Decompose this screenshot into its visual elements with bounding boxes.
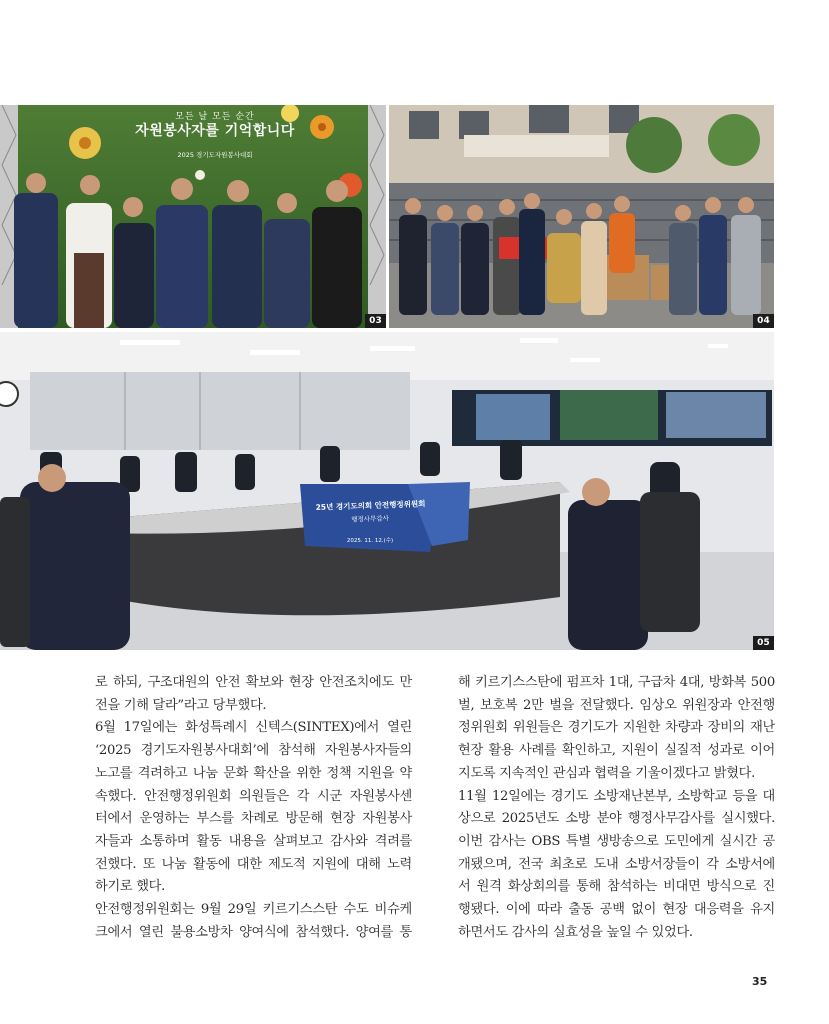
article-line: 전을 기해 달라”라고 당부했다. <box>95 697 267 713</box>
audit-sign-subtitle: 행정사무감사 <box>351 514 389 524</box>
banner-event-text: 2025 경기도자원봉사대회 <box>177 151 253 159</box>
article-line: 서 원격 화상회의를 통해 참석하는 비대면 방식으로 진 <box>458 879 775 895</box>
photo-audit-meeting <box>0 332 774 650</box>
article-line: 크에서 열린 불용소방차 양여식에 참석했다. 양여를 통 <box>95 924 412 940</box>
photo-number-badge: 03 <box>365 314 386 328</box>
article-line: 현장 활용 사례를 확인하고, 지원이 실질적 성과로 이어 <box>458 743 775 759</box>
article-line: 로 하되, 구조대원의 안전 확보와 현장 안전조치에도 만 <box>95 675 412 690</box>
article-line: 행됐다. 이에 따라 출동 공백 없이 현장 대응력을 유지 <box>458 902 775 918</box>
article-line: 전했다. 또 나눔 활동에 대한 제도적 지원에 대해 노력 <box>95 856 412 872</box>
banner-title-text: 자원봉사자를 기억합니다 <box>135 123 295 139</box>
article-line: 개됐으며, 전국 최초로 도내 소방서장들이 각 소방서에 <box>458 856 775 872</box>
article-line: 6월 17일에는 화성특례시 신텍스(SINTEX)에서 열린 <box>95 720 412 736</box>
audit-sign-title: 25년 경기도의회 안전행정위원회 <box>315 499 426 512</box>
article-line: 노고를 격려하고 나눔 문화 확산을 위한 정책 지원을 약 <box>95 765 412 781</box>
article-line: 자들과 소통하며 활동 내용을 살펴보고 감사와 격려를 <box>95 833 412 849</box>
article-line: 터에서 운영하는 부스를 차례로 방문해 현장 자원봉사 <box>95 811 412 827</box>
photo-number-badge: 04 <box>753 314 774 328</box>
banner-small-text: 모든 날 모든 순간 <box>175 112 255 122</box>
photo-fire-truck-handover-image <box>389 105 774 328</box>
article-line: 속했다. 안전행정위원회 의원들은 각 시군 자원봉사센 <box>95 788 412 804</box>
article-line: 하면서도 감사의 실효성을 높일 수 있었다. <box>458 924 693 940</box>
article-line: 이번 감사는 OBS 특별 생방송으로 도민에게 실시간 공 <box>458 833 775 849</box>
article-line: 상으로 2025년도 소방 분야 행정사무감사를 실시했다. <box>458 811 775 827</box>
article-line: ‘2025 경기도자원봉사대회’에 참석해 자원봉사자들의 <box>95 743 412 759</box>
page-number: 35 <box>752 975 768 988</box>
article-line: 정위원회 위원들은 경기도가 지원한 차량과 장비의 재난 <box>458 720 775 736</box>
article-line: 지도록 지속적인 관심과 협력을 기울이겠다고 밝혔다. <box>458 765 756 781</box>
article-line: 11월 12일에는 경기도 소방재난본부, 소방학교 등을 대 <box>458 788 775 804</box>
photo-number-badge: 05 <box>753 636 774 650</box>
audit-sign-date: 2025. 11. 12.(수) <box>346 538 394 544</box>
article-left-column <box>95 672 412 944</box>
article-line: 벌, 보호복 2만 벌을 전달했다. 임상오 위원장과 안전행 <box>458 697 775 713</box>
article-right-column <box>458 672 775 944</box>
photo-volunteer-event <box>0 105 386 328</box>
photo-fire-truck-handover <box>389 105 774 328</box>
photo-audit-meeting-image <box>0 332 774 650</box>
article-line: 해 키르기스스탄에 펌프차 1대, 구급차 4대, 방화복 500 <box>458 675 775 690</box>
article-line: 안전행정위원회는 9월 29일 키르기스스탄 수도 비슈케 <box>95 902 412 918</box>
article-line: 하기로 했다. <box>95 879 165 895</box>
